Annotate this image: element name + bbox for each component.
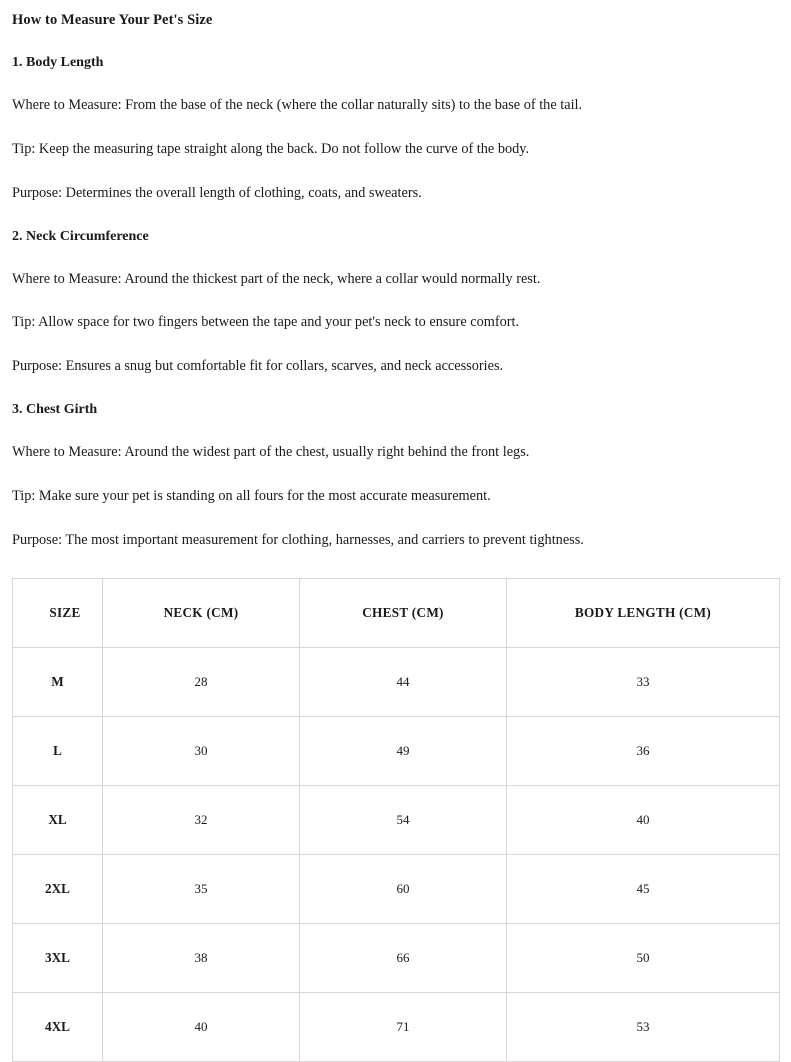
column-header-neck: NECK (CM) bbox=[103, 578, 300, 647]
cell-neck: 40 bbox=[103, 992, 300, 1061]
size-chart-table-wrapper bbox=[12, 578, 779, 1062]
table-row bbox=[13, 854, 780, 923]
section-3-tip: Tip: Make sure your pet is standing on all fours for the most accurate measurement. bbox=[12, 488, 491, 505]
cell-neck: 32 bbox=[103, 785, 300, 854]
cell-size: 4XL bbox=[13, 992, 103, 1061]
section-heading-neck-circumference: 2. Neck Circumference bbox=[12, 228, 149, 244]
section-2-where-to-measure: Where to Measure: Around the thickest part of the neck, where a collar would normally rest. bbox=[12, 270, 541, 287]
section-2-tip: Tip: Allow space for two fingers between the tape and your pet's neck to ensure comfort. bbox=[12, 314, 520, 331]
cell-neck: 35 bbox=[103, 854, 300, 923]
cell-size: M bbox=[13, 647, 103, 716]
cell-neck: 28 bbox=[103, 647, 300, 716]
section-heading-body-length: 1. Body Length bbox=[12, 55, 104, 70]
cell-chest: 71 bbox=[300, 992, 507, 1061]
section-heading-chest-girth: 3. Chest Girth bbox=[12, 402, 98, 418]
cell-body-length: 36 bbox=[507, 716, 780, 785]
cell-size: XL bbox=[13, 785, 103, 854]
column-header-body-length: BODY LENGTH (CM) bbox=[507, 578, 780, 647]
cell-body-length: 33 bbox=[507, 647, 780, 716]
cell-chest: 66 bbox=[300, 923, 507, 992]
column-header-size: SIZE bbox=[13, 578, 103, 647]
size-chart-table bbox=[12, 578, 780, 1062]
cell-chest: 60 bbox=[300, 854, 507, 923]
table-row bbox=[13, 647, 780, 716]
table-row bbox=[13, 716, 780, 785]
cell-body-length: 45 bbox=[507, 854, 780, 923]
section-1-where-to-measure: Where to Measure: From the base of the neck (where the collar naturally sits) to the base of the tail. bbox=[12, 97, 583, 113]
cell-size: L bbox=[13, 716, 103, 785]
size-chart-table-body bbox=[13, 647, 780, 1061]
column-header-chest: CHEST (CM) bbox=[300, 578, 507, 647]
cell-chest: 54 bbox=[300, 785, 507, 854]
section-3-purpose: Purpose: The most important measurement for clothing, harnesses, and carriers to prevent tightness. bbox=[12, 531, 584, 548]
page-title: How to Measure Your Pet's Size bbox=[12, 12, 213, 28]
cell-size: 3XL bbox=[13, 923, 103, 992]
section-3-where-to-measure: Where to Measure: Around the widest part of the chest, usually right behind the front legs. bbox=[12, 444, 530, 461]
cell-body-length: 40 bbox=[507, 785, 780, 854]
cell-body-length: 53 bbox=[507, 992, 780, 1061]
cell-chest: 44 bbox=[300, 647, 507, 716]
cell-neck: 38 bbox=[103, 923, 300, 992]
section-1-purpose: Purpose: Determines the overall length of clothing, coats, and sweaters. bbox=[12, 184, 422, 201]
cell-chest: 49 bbox=[300, 716, 507, 785]
cell-size: 2XL bbox=[13, 854, 103, 923]
table-row bbox=[13, 992, 780, 1061]
section-2-purpose: Purpose: Ensures a snug but comfortable fit for collars, scarves, and neck accessories. bbox=[12, 358, 504, 375]
table-row bbox=[13, 923, 780, 992]
section-1-tip: Tip: Keep the measuring tape straight along the back. Do not follow the curve of the body. bbox=[12, 140, 530, 157]
size-chart-table-header bbox=[13, 578, 780, 647]
table-row bbox=[13, 785, 780, 854]
cell-body-length: 50 bbox=[507, 923, 780, 992]
cell-neck: 30 bbox=[103, 716, 300, 785]
table-header-row bbox=[13, 578, 780, 647]
